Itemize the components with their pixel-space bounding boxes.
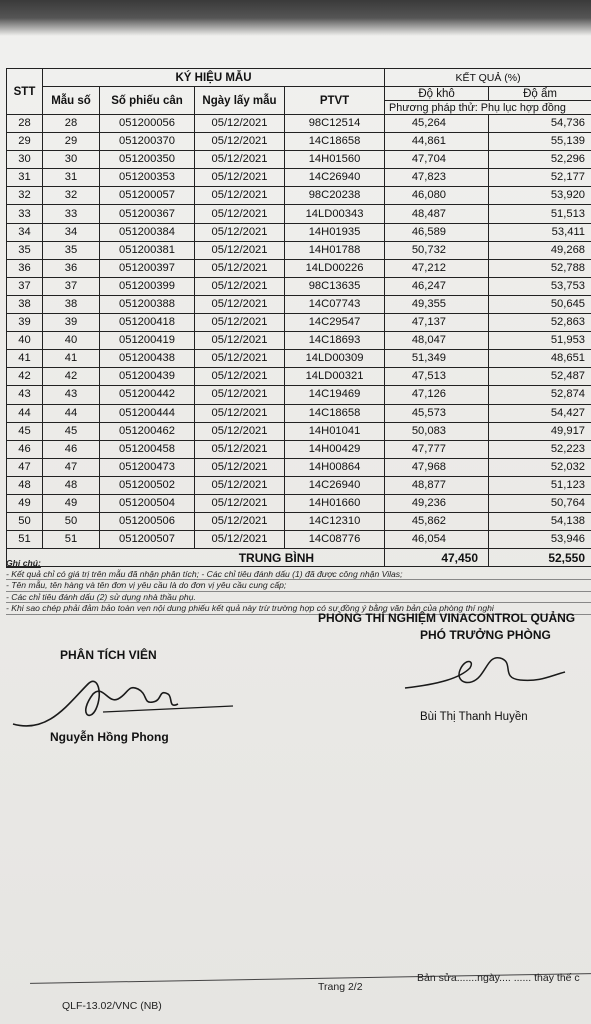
cell-stt: 31 (7, 169, 43, 187)
cell-do-am: 48,651 (489, 350, 591, 368)
cell-ptvt: 14C18658 (285, 404, 385, 422)
cell-ptvt: 14H01660 (285, 494, 385, 512)
header-ky-hieu-mau: KÝ HIỆU MẪU (43, 69, 385, 87)
deputy-signature (400, 648, 570, 703)
cell-do-kho: 48,487 (385, 205, 489, 223)
cell-ptvt: 14C08776 (285, 531, 385, 549)
cell-mau-so: 28 (43, 115, 100, 133)
cell-so-phieu-can: 051200419 (100, 332, 195, 350)
cell-do-am: 52,487 (489, 368, 591, 386)
cell-stt: 39 (7, 314, 43, 332)
table-row (7, 277, 591, 295)
table-row (7, 513, 591, 531)
cell-do-kho: 47,704 (385, 151, 489, 169)
cell-do-am: 53,946 (489, 531, 591, 549)
cell-mau-so: 29 (43, 133, 100, 151)
cell-ptvt: 14H01788 (285, 241, 385, 259)
cell-so-phieu-can: 051200350 (100, 151, 195, 169)
cell-so-phieu-can: 051200462 (100, 422, 195, 440)
cell-mau-so: 48 (43, 476, 100, 494)
cell-so-phieu-can: 051200057 (100, 187, 195, 205)
table-row (7, 295, 591, 313)
notes-section (6, 558, 591, 615)
cell-stt: 45 (7, 422, 43, 440)
cell-do-am: 53,411 (489, 223, 591, 241)
revision-note: Bản sửa.......ngày.... ...... thay thế c (417, 972, 580, 984)
cell-ngay-lay-mau: 05/12/2021 (195, 350, 285, 368)
cell-so-phieu-can: 051200506 (100, 513, 195, 531)
cell-mau-so: 44 (43, 404, 100, 422)
cell-mau-so: 36 (43, 259, 100, 277)
table-row (7, 404, 591, 422)
cell-ngay-lay-mau: 05/12/2021 (195, 494, 285, 512)
cell-ngay-lay-mau: 05/12/2021 (195, 476, 285, 494)
table-row (7, 169, 591, 187)
cell-do-am: 52,223 (489, 440, 591, 458)
header-stt: STT (7, 69, 43, 115)
cell-mau-so: 51 (43, 531, 100, 549)
cell-stt: 36 (7, 259, 43, 277)
cell-do-kho: 46,054 (385, 531, 489, 549)
average-label: TRUNG BÌNH (7, 549, 385, 567)
cell-do-kho: 44,861 (385, 133, 489, 151)
cell-mau-so: 33 (43, 205, 100, 223)
table-row (7, 494, 591, 512)
cell-do-kho: 49,236 (385, 494, 489, 512)
cell-do-kho: 47,137 (385, 314, 489, 332)
cell-stt: 28 (7, 115, 43, 133)
cell-mau-so: 31 (43, 169, 100, 187)
cell-ngay-lay-mau: 05/12/2021 (195, 295, 285, 313)
cell-ngay-lay-mau: 05/12/2021 (195, 332, 285, 350)
results-table (6, 68, 591, 567)
cell-stt: 50 (7, 513, 43, 531)
cell-so-phieu-can: 051200502 (100, 476, 195, 494)
cell-ptvt: 98C20238 (285, 187, 385, 205)
cell-do-am: 52,296 (489, 151, 591, 169)
table-row (7, 187, 591, 205)
cell-mau-so: 37 (43, 277, 100, 295)
cell-mau-so: 34 (43, 223, 100, 241)
table-row (7, 205, 591, 223)
table-row (7, 531, 591, 549)
cell-so-phieu-can: 051200353 (100, 169, 195, 187)
header-phuong-phap: Phương pháp thử: Phụ lục hợp đồng (385, 101, 591, 115)
cell-so-phieu-can: 051200397 (100, 259, 195, 277)
header-ket-qua: KẾT QUẢ (%) (385, 69, 591, 87)
header-do-kho: Độ khô (385, 87, 489, 101)
cell-mau-so: 30 (43, 151, 100, 169)
table-row (7, 133, 591, 151)
cell-do-am: 52,177 (489, 169, 591, 187)
cell-do-am: 50,645 (489, 295, 591, 313)
cell-ptvt: 14LD00226 (285, 259, 385, 277)
cell-ngay-lay-mau: 05/12/2021 (195, 440, 285, 458)
cell-do-kho: 45,264 (385, 115, 489, 133)
cell-do-am: 51,123 (489, 476, 591, 494)
cell-ngay-lay-mau: 05/12/2021 (195, 241, 285, 259)
cell-do-kho: 48,047 (385, 332, 489, 350)
table-row (7, 386, 591, 404)
cell-ptvt: 14LD00343 (285, 205, 385, 223)
cell-mau-so: 35 (43, 241, 100, 259)
cell-stt: 48 (7, 476, 43, 494)
cell-ngay-lay-mau: 05/12/2021 (195, 133, 285, 151)
cell-so-phieu-can: 051200388 (100, 295, 195, 313)
cell-ptvt: 14C29547 (285, 314, 385, 332)
cell-ngay-lay-mau: 05/12/2021 (195, 404, 285, 422)
header-ptvt: PTVT (285, 87, 385, 115)
cell-ngay-lay-mau: 05/12/2021 (195, 259, 285, 277)
cell-ngay-lay-mau: 05/12/2021 (195, 205, 285, 223)
cell-do-kho: 45,573 (385, 404, 489, 422)
cell-stt: 29 (7, 133, 43, 151)
cell-ptvt: 98C12514 (285, 115, 385, 133)
results-table-container (6, 68, 591, 567)
cell-do-kho: 46,080 (385, 187, 489, 205)
cell-ptvt: 14H01041 (285, 422, 385, 440)
note-line: - Các chỉ tiêu đánh dấu (2) sử dụng nhà thầu phụ. (6, 592, 591, 604)
cell-stt: 51 (7, 531, 43, 549)
header-ngay-lay-mau: Ngày lấy mẫu (195, 87, 285, 115)
cell-do-kho: 47,212 (385, 259, 489, 277)
cell-ngay-lay-mau: 05/12/2021 (195, 368, 285, 386)
cell-so-phieu-can: 051200384 (100, 223, 195, 241)
cell-ngay-lay-mau: 05/12/2021 (195, 422, 285, 440)
table-row (7, 151, 591, 169)
cell-do-am: 51,513 (489, 205, 591, 223)
cell-stt: 43 (7, 386, 43, 404)
table-row (7, 440, 591, 458)
cell-so-phieu-can: 051200442 (100, 386, 195, 404)
cell-so-phieu-can: 051200507 (100, 531, 195, 549)
table-row (7, 314, 591, 332)
cell-ngay-lay-mau: 05/12/2021 (195, 314, 285, 332)
cell-stt: 35 (7, 241, 43, 259)
table-row (7, 223, 591, 241)
cell-ngay-lay-mau: 05/12/2021 (195, 513, 285, 531)
deputy-name: Bùi Thị Thanh Huyền (420, 711, 528, 723)
cell-do-kho: 48,877 (385, 476, 489, 494)
cell-ngay-lay-mau: 05/12/2021 (195, 458, 285, 476)
cell-ptvt: 14H00429 (285, 440, 385, 458)
cell-ptvt: 14H01935 (285, 223, 385, 241)
note-line: - Tên mẫu, tên hàng và tên đơn vị yêu cầu là do đơn vị yêu cầu cung cấp; (6, 580, 591, 592)
cell-mau-so: 32 (43, 187, 100, 205)
cell-do-am: 54,736 (489, 115, 591, 133)
note-line: - Kết quả chỉ có giá trị trên mẫu đã nhận phân tích; - Các chỉ tiêu đánh dấu (1) đã được công nhận Vilas; (6, 569, 591, 581)
average-do-am: 52,550 (489, 549, 591, 567)
form-code: QLF-13.02/VNC (NB) (62, 1000, 162, 1012)
cell-do-kho: 51,349 (385, 350, 489, 368)
cell-ptvt: 14C18693 (285, 332, 385, 350)
table-row (7, 241, 591, 259)
cell-do-kho: 47,777 (385, 440, 489, 458)
average-do-kho: 47,450 (385, 549, 489, 567)
cell-ptvt: 14C12310 (285, 513, 385, 531)
analyst-title: PHÂN TÍCH VIÊN (60, 648, 157, 662)
cell-do-kho: 47,968 (385, 458, 489, 476)
lab-name: PHÒNG THÍ NGHIỆM VINACONTROL QUẢNG (318, 611, 576, 625)
table-row (7, 458, 591, 476)
cell-do-kho: 46,247 (385, 277, 489, 295)
cell-stt: 34 (7, 223, 43, 241)
cell-do-kho: 49,355 (385, 295, 489, 313)
table-header (7, 69, 591, 115)
cell-ngay-lay-mau: 05/12/2021 (195, 223, 285, 241)
cell-mau-so: 45 (43, 422, 100, 440)
cell-mau-so: 39 (43, 314, 100, 332)
cell-mau-so: 49 (43, 494, 100, 512)
cell-ngay-lay-mau: 05/12/2021 (195, 386, 285, 404)
cell-ptvt: 14C07743 (285, 295, 385, 313)
cell-so-phieu-can: 051200381 (100, 241, 195, 259)
cell-stt: 33 (7, 205, 43, 223)
cell-do-am: 52,788 (489, 259, 591, 277)
cell-ptvt: 14C19469 (285, 386, 385, 404)
cell-so-phieu-can: 051200418 (100, 314, 195, 332)
cell-so-phieu-can: 051200438 (100, 350, 195, 368)
cell-ptvt: 14H00864 (285, 458, 385, 476)
cell-ptvt: 14LD00309 (285, 350, 385, 368)
cell-stt: 32 (7, 187, 43, 205)
cell-do-am: 52,874 (489, 386, 591, 404)
header-do-am: Độ ẩm (489, 87, 591, 101)
cell-ngay-lay-mau: 05/12/2021 (195, 169, 285, 187)
cell-so-phieu-can: 051200370 (100, 133, 195, 151)
cell-do-kho: 45,862 (385, 513, 489, 531)
page-top-shadow (0, 0, 591, 36)
cell-do-kho: 47,513 (385, 368, 489, 386)
header-mau-so: Mẫu số (43, 87, 100, 115)
cell-ngay-lay-mau: 05/12/2021 (195, 187, 285, 205)
cell-stt: 30 (7, 151, 43, 169)
cell-ngay-lay-mau: 05/12/2021 (195, 151, 285, 169)
cell-stt: 49 (7, 494, 43, 512)
cell-stt: 37 (7, 277, 43, 295)
cell-mau-so: 40 (43, 332, 100, 350)
cell-ptvt: 98C13635 (285, 277, 385, 295)
cell-stt: 38 (7, 295, 43, 313)
cell-do-kho: 50,732 (385, 241, 489, 259)
cell-ngay-lay-mau: 05/12/2021 (195, 277, 285, 295)
cell-mau-so: 46 (43, 440, 100, 458)
cell-mau-so: 43 (43, 386, 100, 404)
table-row (7, 350, 591, 368)
cell-do-am: 50,764 (489, 494, 591, 512)
header-so-phieu-can: Số phiếu cân (100, 87, 195, 115)
cell-mau-so: 38 (43, 295, 100, 313)
cell-so-phieu-can: 051200056 (100, 115, 195, 133)
cell-so-phieu-can: 051200439 (100, 368, 195, 386)
cell-ngay-lay-mau: 05/12/2021 (195, 115, 285, 133)
page-number: Trang 2/2 (318, 981, 363, 993)
cell-do-am: 53,920 (489, 187, 591, 205)
cell-stt: 47 (7, 458, 43, 476)
cell-so-phieu-can: 051200473 (100, 458, 195, 476)
analyst-name: Nguyễn Hồng Phong (50, 730, 169, 744)
cell-do-am: 51,953 (489, 332, 591, 350)
deputy-title: PHÓ TRƯỞNG PHÒNG (420, 628, 551, 642)
cell-do-kho: 47,823 (385, 169, 489, 187)
table-row (7, 368, 591, 386)
cell-ptvt: 14C26940 (285, 169, 385, 187)
cell-so-phieu-can: 051200444 (100, 404, 195, 422)
cell-ptvt: 14C26940 (285, 476, 385, 494)
table-row (7, 259, 591, 277)
cell-stt: 46 (7, 440, 43, 458)
cell-do-am: 54,138 (489, 513, 591, 531)
cell-ptvt: 14C18658 (285, 133, 385, 151)
table-row (7, 332, 591, 350)
cell-ptvt: 14LD00321 (285, 368, 385, 386)
cell-do-am: 55,139 (489, 133, 591, 151)
notes-title: Ghi chú: (6, 558, 41, 568)
cell-so-phieu-can: 051200367 (100, 205, 195, 223)
cell-so-phieu-can: 051200458 (100, 440, 195, 458)
cell-do-am: 52,863 (489, 314, 591, 332)
table-row (7, 476, 591, 494)
cell-so-phieu-can: 051200504 (100, 494, 195, 512)
cell-do-am: 49,917 (489, 422, 591, 440)
cell-stt: 40 (7, 332, 43, 350)
cell-so-phieu-can: 051200399 (100, 277, 195, 295)
cell-do-am: 54,427 (489, 404, 591, 422)
table-body (7, 115, 591, 549)
cell-do-am: 49,268 (489, 241, 591, 259)
cell-mau-so: 47 (43, 458, 100, 476)
cell-mau-so: 42 (43, 368, 100, 386)
cell-do-kho: 50,083 (385, 422, 489, 440)
cell-ptvt: 14H01560 (285, 151, 385, 169)
cell-stt: 44 (7, 404, 43, 422)
table-row (7, 115, 591, 133)
cell-stt: 42 (7, 368, 43, 386)
cell-mau-so: 41 (43, 350, 100, 368)
cell-mau-so: 50 (43, 513, 100, 531)
cell-do-kho: 46,589 (385, 223, 489, 241)
cell-do-kho: 47,126 (385, 386, 489, 404)
cell-stt: 41 (7, 350, 43, 368)
cell-do-am: 53,753 (489, 277, 591, 295)
table-row (7, 422, 591, 440)
note-line: - Khi sao chép phải đảm bảo toàn vẹn nội dung phiếu kết quả này trừ trường hợp có sự đồng ý bằng văn bản của phòng thí nghi (6, 603, 591, 615)
cell-ngay-lay-mau: 05/12/2021 (195, 531, 285, 549)
cell-do-am: 52,032 (489, 458, 591, 476)
